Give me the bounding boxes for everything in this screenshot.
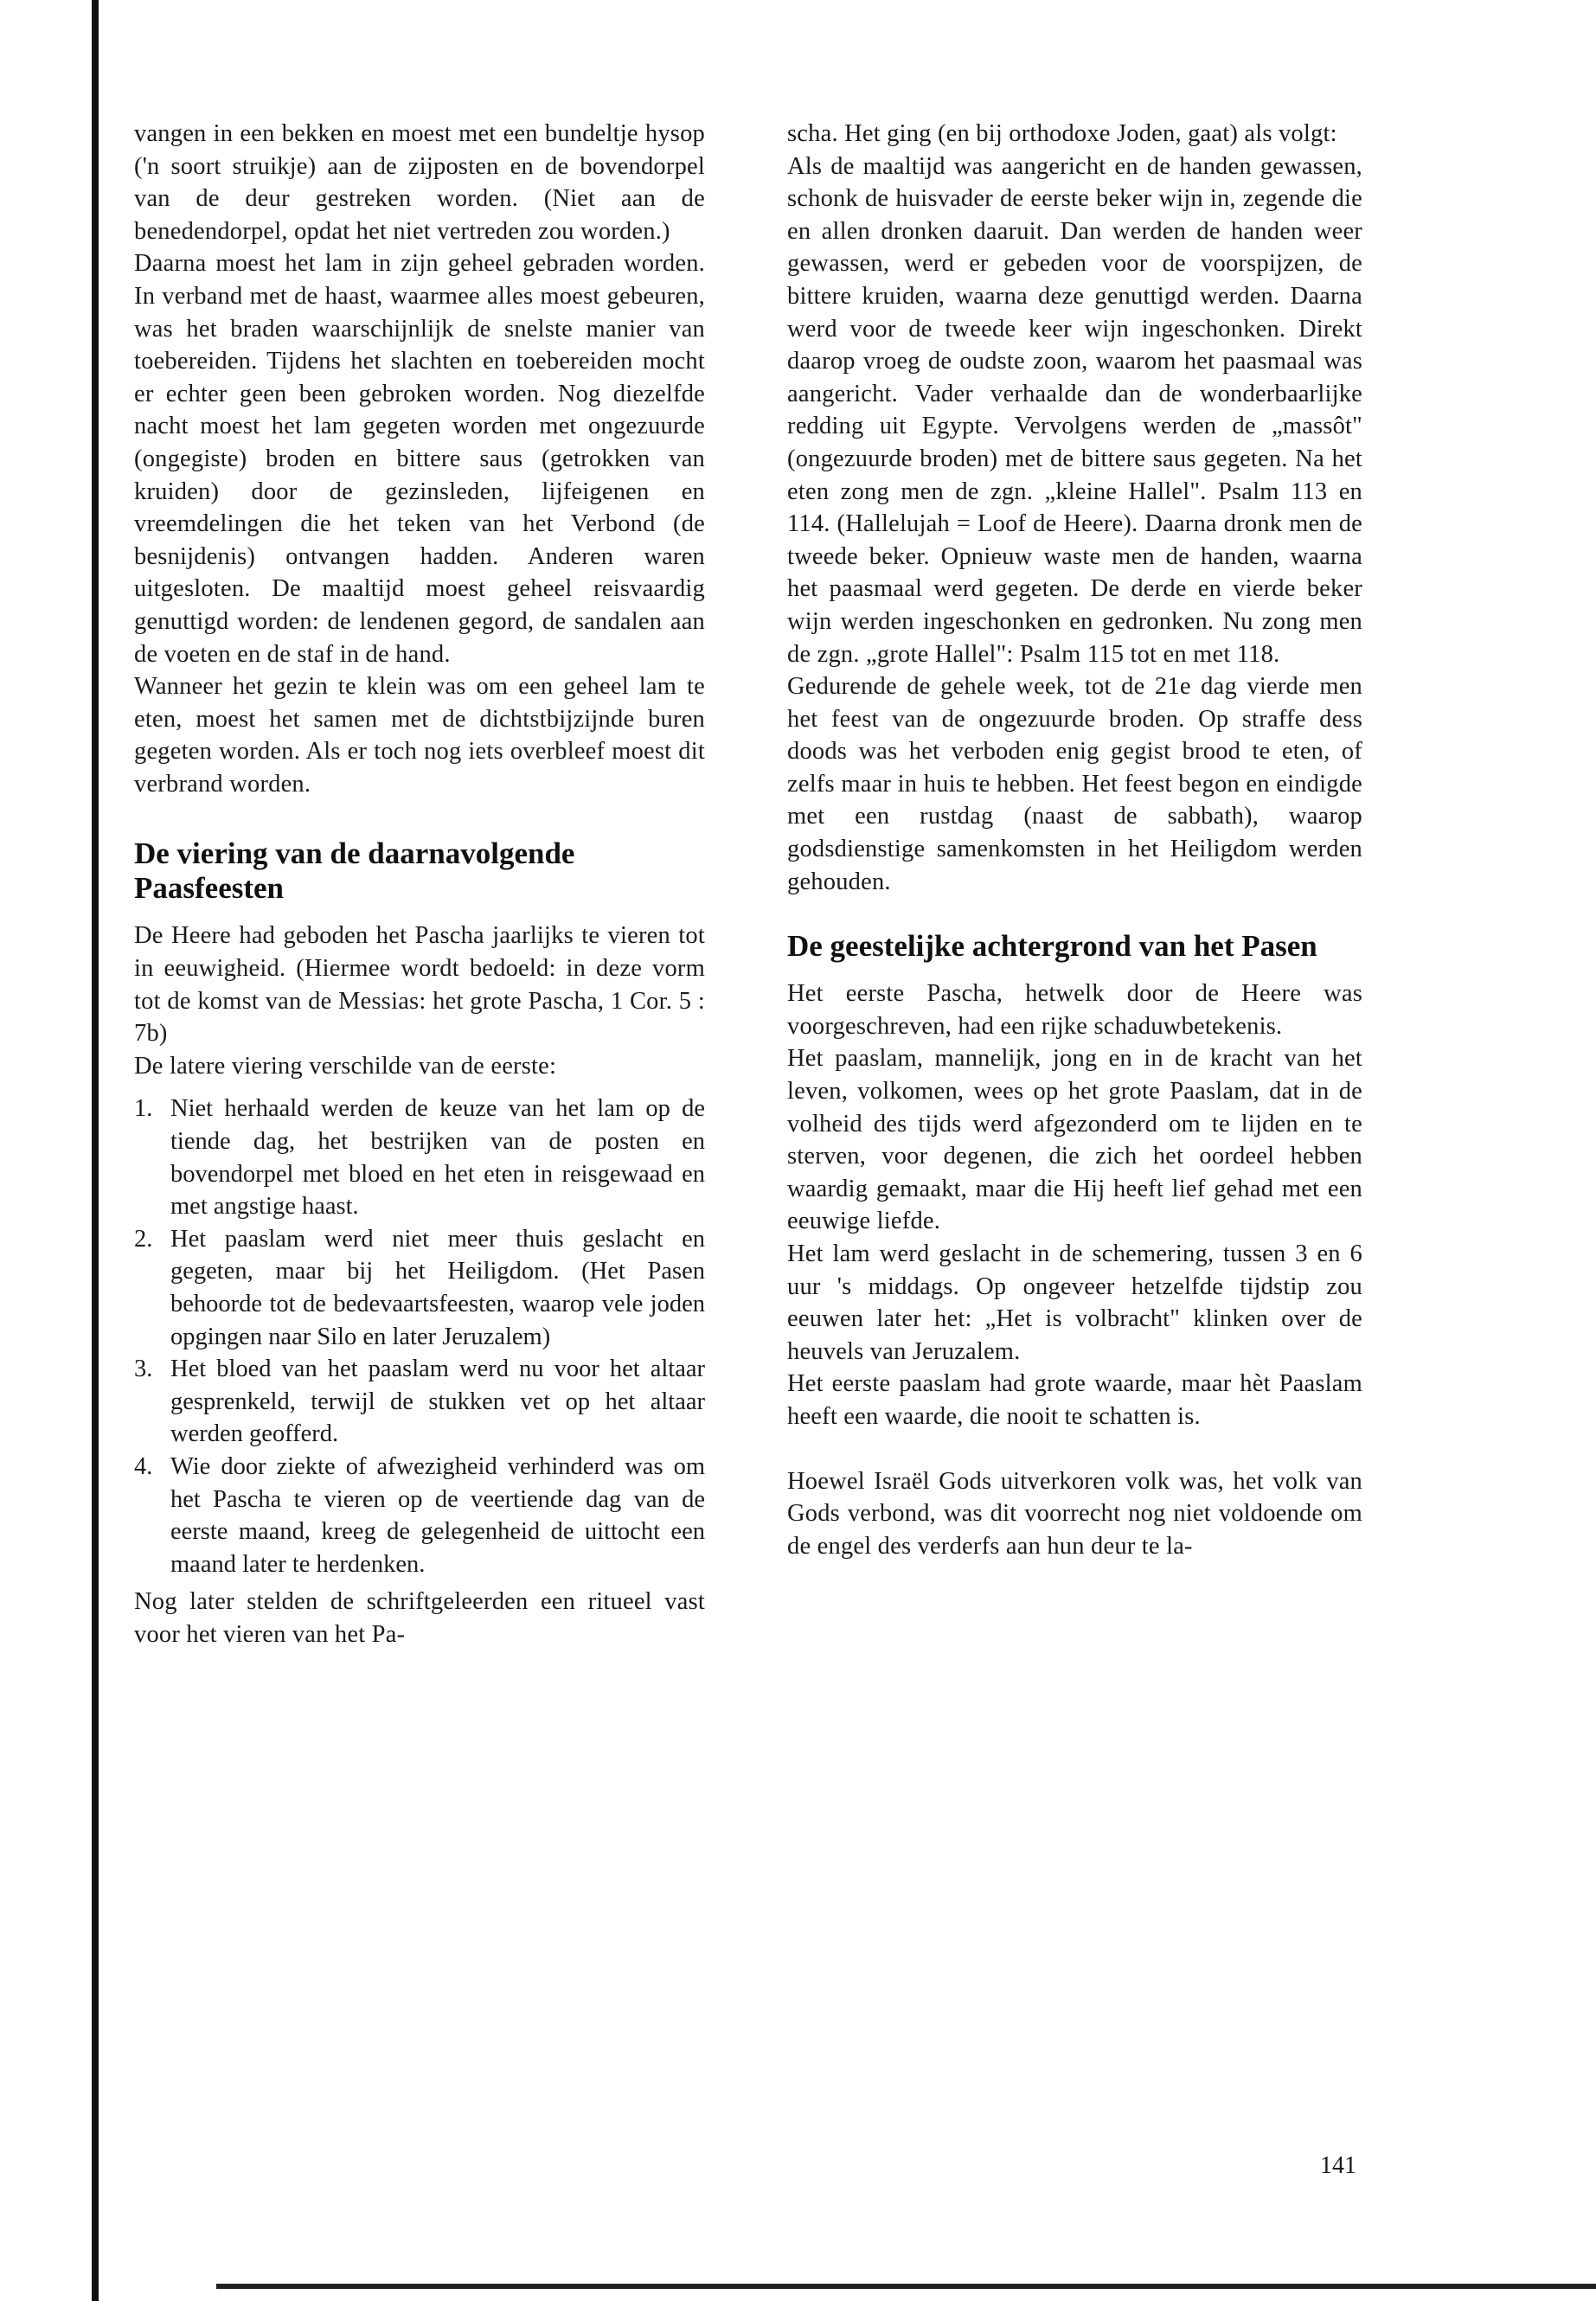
- section-heading: De viering van de daarnavolgende Paasfeesten: [134, 836, 575, 906]
- paragraph: Hoewel Israël Gods uitverkoren volk was, het volk van Gods verbond, was dit voorrecht nog niet voldoende om de engel des verderfs aan hun deur te la-: [787, 1467, 1362, 1560]
- paragraph: Daarna moest het lam in zijn geheel gebraden worden. In verband met de haast, waarmee alles moest gebeuren, was het braden waarschijnlijk de snelste manier van toebereiden. Tijdens het slachten en toebereiden mocht er echter geen been gebroken worden. Nog diezelfde nacht moest het lam gegeten worden met ongezuurde (ongegiste) broden en bittere saus (getrokken van kruiden) door de gezinsleden, lijfeigenen en vreemdelingen die het teken van het Verbond (de besnijdenis) ontvangen hadden. Anderen waren uitgesloten. De maaltijd moest geheel reisvaardig genuttigd worden: de lendenen gegord, de sandalen aan de voeten en de staf in de hand.: [134, 250, 705, 668]
- section-heading: De geestelijke achtergrond van het Pasen: [787, 929, 1317, 964]
- list-text: Wie door ziekte of afwezigheid verhinderd was om het Pascha te vieren op de veertiende dag van de eerste maand, kreeg de gelegenheid de uittocht een maand later te herdenken.: [170, 1452, 705, 1578]
- paragraph: Wanneer het gezin te klein was om een geheel lam te eten, moest het samen met de dichtstbijzijnde buren gegeten worden. Als er toch nog iets overbleef moest dit verbrand worden.: [134, 673, 705, 798]
- paragraph: Het lam werd geslacht in de schemering, tussen 3 en 6 uur 's middags. Op ongeveer hetzelfde tijdstip zou eeuwen later het: „Het is volbracht" klinken over de heuvels van Jeruzalem.: [787, 1240, 1362, 1365]
- list-text: Het paaslam werd niet meer thuis geslacht en gegeten, maar bij het Heiligdom. (Het Pasen behoorde tot de bedevaartsfeesten, waarop vele joden opgingen naar Silo en later Jeruzalem): [170, 1225, 705, 1350]
- paragraph: Nog later stelden de schriftgeleerden een ritueel vast voor het vieren van het Pa-: [134, 1588, 705, 1648]
- list-item: [134, 1223, 705, 1353]
- scan-edge-bottom: [216, 2284, 1596, 2289]
- list-item: [134, 1093, 705, 1222]
- paragraph: Gedurende de gehele week, tot de 21e dag vierde men het feest van de ongezuurde broden. Op straffe dess doods was het verboden enig gegist brood te eten, of zelfs maar in huis te hebben. Het feest begon en eindigde met een rustdag (naast de sabbath), waarop godsdienstige samenkomsten in het Heiligdom werden gehouden.: [787, 673, 1362, 895]
- paragraph: Het eerste paaslam had grote waarde, maar hèt Paaslam heeft een waarde, die nooit te schatten is.: [787, 1370, 1362, 1430]
- rules-list: [134, 1093, 705, 1580]
- paragraph: Het paaslam, mannelijk, jong en in de kracht van het leven, volkomen, wees op het grote Paaslam, dat in de volheid des tijds werd afgezonderd om te lijden en te sterven, voor degenen, die zich het oordeel hebben waardig gemaakt, maar die Hij heeft lief gehad met een eeuwige liefde.: [787, 1045, 1362, 1235]
- scan-edge-left: [92, 0, 99, 2301]
- paragraph: Als de maaltijd was aangericht en de handen gewassen, schonk de huisvader de eerste beker wijn in, zegende die en allen dronken daaruit. Dan werden de handen weer gewassen, werd er gebeden voor de voorspijzen, de bittere kruiden, waarna deze genuttigd werden. Daarna werd voor de tweede keer wijn ingeschonken. Direkt daarop vroeg de oudste zoon, waarom het paasmaal was aangericht. Vader verhaalde dan de wonderbaarlijke redding uit Egypte. Vervolgens werden de „massôt" (ongezuurde broden) met de bittere saus gegeten. Na het eten zong men de zgn. „kleine Hallel". Psalm 113 en 114. (Hallelujah = Loof de Heere). Daarna dronk men de tweede beker. Opnieuw waste men de handen, waarna het paasmaal werd gegeten. De derde en vierde beker wijn werden ingeschonken en gedronken. Nu zong men de zgn. „grote Hallel": Psalm 115 tot en met 118.: [787, 152, 1362, 668]
- paragraph: Het eerste Pascha, hetwelk door de Heere was voorgeschreven, had een rijke schaduwbetekenis.: [787, 980, 1362, 1040]
- right-column: [787, 118, 1362, 1562]
- paragraph: vangen in een bekken en moest met een bundeltje hysop ('n soort struikje) aan de zijposten en de bovendorpel van de deur gestreken worden. (Niet aan de benedendorpel, opdat het niet vertreden zou worden.): [134, 120, 705, 245]
- paragraph: scha. Het ging (en bij orthodoxe Joden, gaat) als volgt:: [787, 120, 1337, 147]
- list-text: Het bloed van het paaslam werd nu voor het altaar gesprenkeld, terwijl de stukken vet op het altaar werden geofferd.: [170, 1356, 705, 1448]
- paragraph: De latere viering verschilde van de eerste:: [134, 1052, 557, 1080]
- list-item: [134, 1451, 705, 1580]
- page-number: 141: [1320, 2152, 1356, 2179]
- list-text: Niet herhaald werden de keuze van het lam op de tiende dag, het bestrijken van de posten en bovendorpel met bloed en het eten in reisgewaad en met angstige haast.: [170, 1095, 705, 1221]
- list-number: 4.: [134, 1452, 153, 1480]
- list-number: 1.: [134, 1095, 153, 1123]
- list-number: 2.: [134, 1225, 153, 1253]
- paragraph: De Heere had geboden het Pascha jaarlijks te vieren tot in eeuwigheid. (Hiermee wordt bedoeld: in deze vorm tot de komst van de Messias: het grote Pascha, 1 Cor. 5 : 7b): [134, 922, 705, 1048]
- list-item: [134, 1353, 705, 1451]
- left-column: [134, 118, 705, 1651]
- list-number: 3.: [134, 1356, 153, 1383]
